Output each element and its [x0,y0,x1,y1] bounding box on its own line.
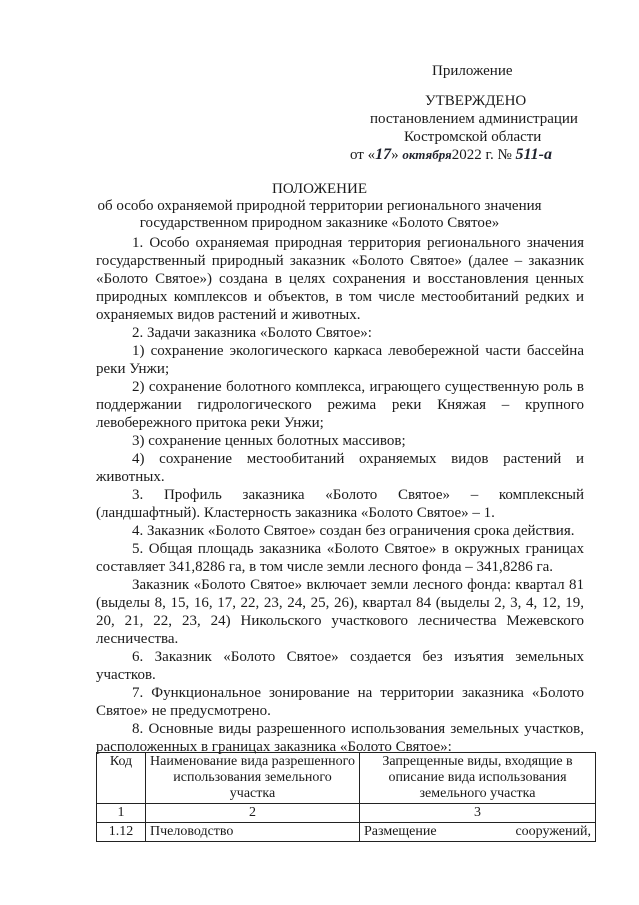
column-number-1: 1 [97,804,146,823]
paragraph-5: 5. Общая площадь заказника «Болото Святое» в окружных границах составляет 341,8286 га, в том числе земли лесного фонда – 341,8286 га. [96,541,584,575]
date-prefix: от « [350,147,376,163]
paragraph-2-4: 4) сохранение местообитаний охраняемых видов растений и животных. [96,451,584,485]
paragraph-5-territory: Заказник «Болото Святое» включает земли лесного фонда: квартал 81 (выделы 8, 15, 16, 17, 22, 23, 24, 25, 26), квартал 84 (выделы 2, 3, 4, 12, 19, 20, 21, 22, 23, 24) Никольского участкового лесничества Межевского лесничества. [96,577,584,647]
column-number-2: 2 [146,804,360,823]
paragraph-2-3: 3) сохранение ценных болотных массивов; [132,433,406,449]
document-subtitle-1: об особо охраняемой природной территории регионального значения [97,198,542,214]
table-number-row [97,804,596,823]
date-year: 2022 г. № [451,147,512,163]
column-number-3: 3 [360,804,596,823]
paragraph-4: 4. Заказник «Болото Святое» создан без ограничения срока действия. [132,523,575,539]
document-number-handwritten: 511-а [515,146,552,163]
document-title: ПОЛОЖЕНИЕ [272,181,367,197]
appendix-label: Приложение [432,63,513,79]
paragraph-2-1: 1) сохранение экологического каркаса левобережной части бассейна реки Унжи; [96,343,584,377]
cell-prohibited: Размещение сооружений, [360,823,596,842]
cell-code: 1.12 [97,823,146,842]
table-header-row [97,753,596,804]
paragraph-2-2: 2) сохранение болотного комплекса, играющего существенную роль в поддержании гидрологического режима реки Княжая – крупного левобережного притока реки Унжи; [96,379,584,431]
paragraph-2: 2. Задачи заказника «Болото Святое»: [132,325,372,341]
date-day-handwritten: 17 [375,146,392,163]
approval-date-line [350,146,552,164]
document-subtitle-2: государственном природном заказнике «Болото Святое» [139,215,500,231]
document-body [96,234,584,756]
paragraph-3: 3. Профиль заказника «Болото Святое» – комплексный (ландшафтный). Кластерность заказника «Болото Святое» – 1. [96,487,584,521]
approval-line-2: Костромской области [404,129,542,145]
paragraph-7: 7. Функциональное зонирование на территории заказника «Болото Святое» не предусмотрено. [96,685,584,719]
header-code: Код [97,753,146,804]
date-mid: » [391,147,403,163]
paragraph-8: 8. Основные виды разрешенного использования земельных участков, расположенных в границах заказника «Болото Святое»: [96,721,584,755]
date-month-handwritten: октября [402,147,452,162]
land-use-table [96,752,596,842]
header-prohibited: Запрещенные виды, входящие в описание вида использования земельного участка [360,753,596,804]
approved-label: УТВЕРЖДЕНО [425,93,527,109]
paragraph-6: 6. Заказник «Болото Святое» создается без изъятия земельных участков. [96,649,584,683]
cell-use-name: Пчеловодство [146,823,360,842]
approval-line-1: постановлением администрации [370,111,578,127]
table-row [97,823,596,842]
header-use-name: Наименование вида разрешенного использования земельного участка [146,753,360,804]
paragraph-1: 1. Особо охраняемая природная территория регионального значения государственный природный заказник «Болото Святое» (далее – заказник «Болото Святое») создана в целях сохранения и восстановления ценных природных комплексов и объектов, в том числе местообитаний редких и охраняемых видов растений и животных. [96,235,584,323]
